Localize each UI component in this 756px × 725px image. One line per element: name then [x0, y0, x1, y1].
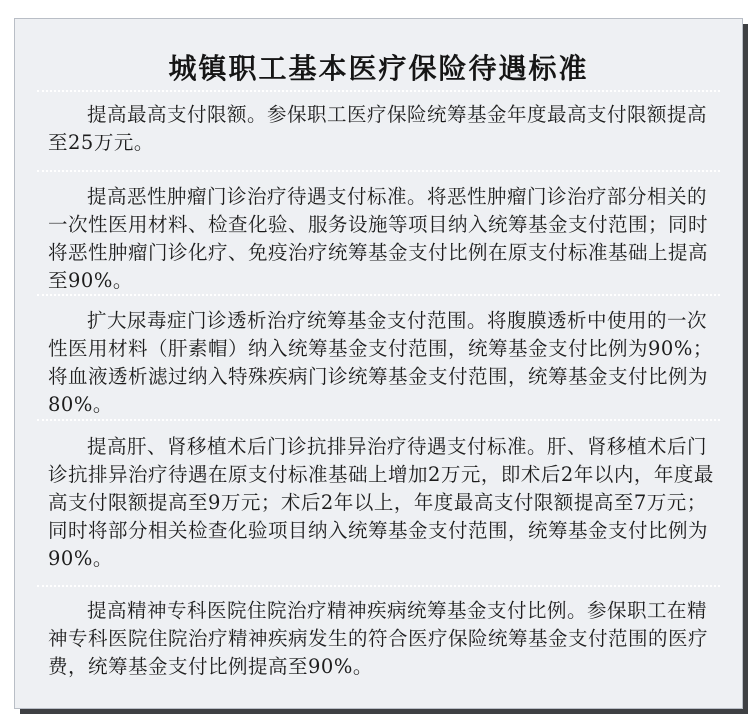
paragraph-transplant: 提高肝、肾移植术后门诊抗排异治疗待遇支付标准。肝、肾移植术后门诊抗排异治疗待遇在原支付标准基础上增加2万元，即术后2年以内，年度最高支付限额提高至9万元；术后2年以上，年度最高支付限额提高至7万元；同时将部分相关检查化验项目纳入统筹基金支付范围，统筹基金支付比例为90%。: [48, 435, 714, 570]
section-divider: [37, 170, 720, 172]
paragraph-max-payment: 提高最高支付限额。参保职工医疗保险统筹基金年度最高支付限额提高至25万元。: [48, 103, 708, 154]
panel-title: 城镇职工基本医疗保险待遇标准: [168, 52, 589, 85]
section-divider: [37, 585, 720, 587]
section-divider: [37, 90, 720, 92]
paragraph-psychiatric: 提高精神专科医院住院治疗精神疾病统筹基金支付比例。参保职工在精神专科医院住院治疗精神疾病发生的符合医疗保险统筹基金支付范围的医疗费，统筹基金支付比例提高至90%。: [48, 599, 709, 678]
section-divider: [37, 419, 720, 421]
section-divider: [37, 294, 720, 296]
paragraph-uremia-dialysis: 扩大尿毒症门诊透析治疗统筹基金支付范围。将腹膜透析中使用的一次性医用材料（肝素帽）纳入统筹基金支付范围，统筹基金支付比例为90%；将血液透析滤过纳入特殊疾病门诊统筹基金支付范围，统筹基金支付比例为80%。: [48, 309, 713, 416]
info-panel: [14, 18, 743, 709]
paragraph-tumor-outpatient: 提高恶性肿瘤门诊治疗待遇支付标准。将恶性肿瘤门诊治疗部分相关的一次性医用材料、检查化验、服务设施等项目纳入统筹基金支付范围；同时将恶性肿瘤门诊化疗、免疫治疗统筹基金支付比例在原支付标准基础上提高至90%。: [48, 185, 709, 292]
